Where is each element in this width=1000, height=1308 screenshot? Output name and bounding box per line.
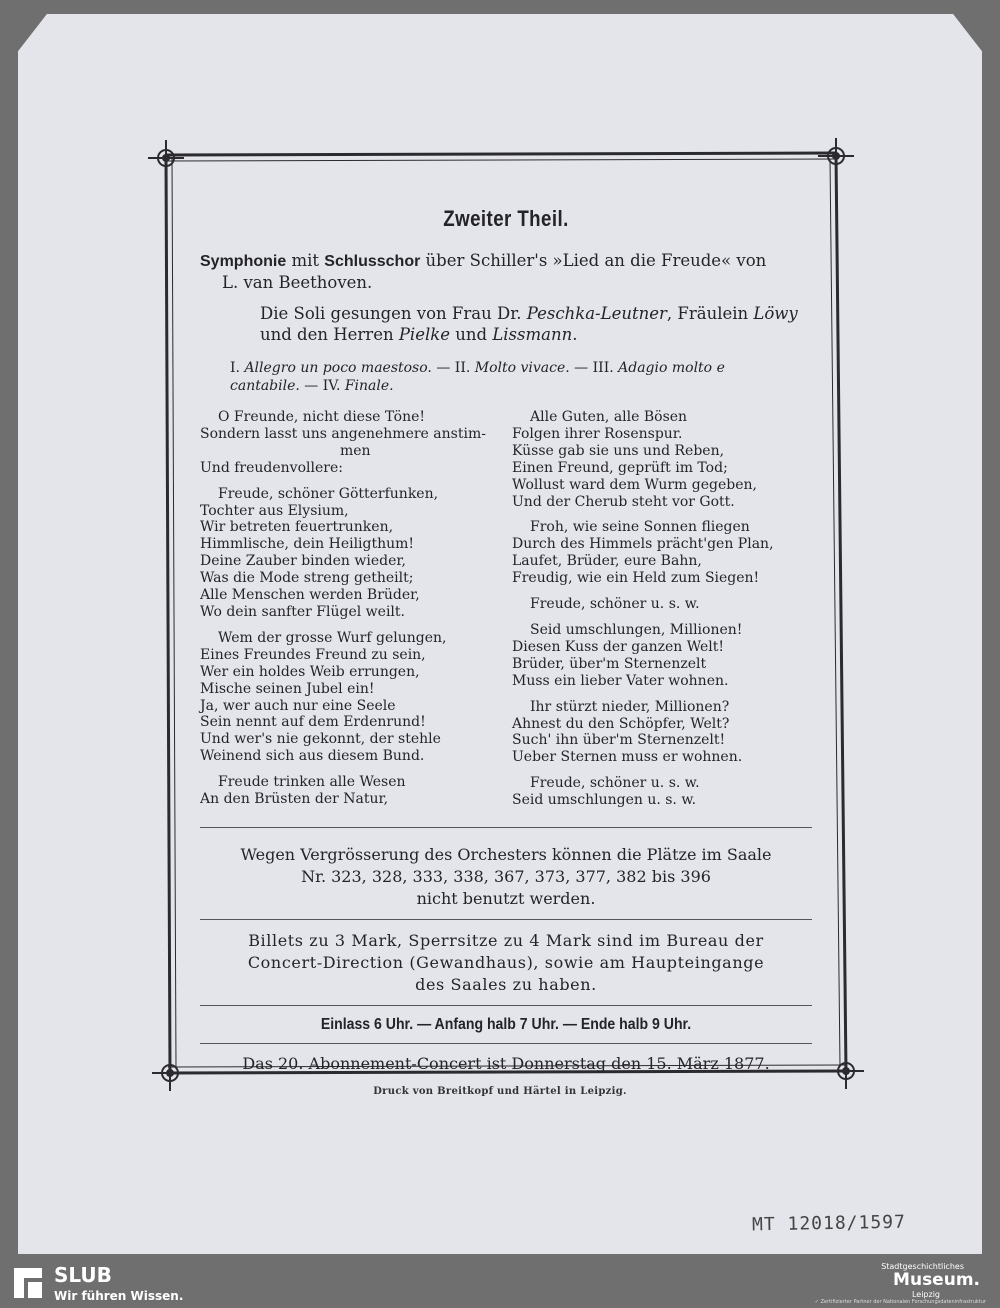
poem-line: Sondern lasst uns angenehmere anstim-	[200, 425, 486, 442]
corner-ornament-tl	[148, 140, 184, 176]
poem-line: Deine Zauber binden wieder,	[200, 553, 406, 570]
poem-line: Ahnest du den Schöpfer, Welt?	[512, 715, 730, 732]
poem-line: Eines Freundes Freund zu sein,	[200, 646, 426, 663]
printer-imprint: Druck von Breitkopf und Härtel in Leipzig.	[373, 1086, 627, 1097]
poem-text	[200, 409, 812, 818]
notice-line: Wegen Vergrösserung des Orchesters können die Plätze im Saale	[240, 845, 772, 865]
divider	[200, 1043, 812, 1044]
poem-line: Wer ein holdes Weib errungen,	[200, 663, 420, 680]
museum-city: Leipzig	[911, 1290, 940, 1299]
orchestra-notice	[200, 844, 812, 910]
poem-line: Tochter aus Elysium,	[200, 502, 349, 519]
ticket-notice	[200, 930, 812, 996]
notice-line: nicht benutzt werden.	[416, 889, 596, 909]
poem-line: Sein nennt auf dem Erdenrund!	[200, 714, 426, 731]
poem-line: Freude, schöner Götterfunken,	[218, 485, 439, 502]
poem-line: Durch des Himmels prächt'gen Plan,	[512, 536, 774, 553]
next-concert-line: Das 20. Abonnement-Concert ist Donnerstag den 15. März 1877.	[242, 1054, 770, 1074]
poem-line: Ja, wer auch nur eine Seele	[200, 697, 396, 714]
corner-ornament-tr	[818, 138, 854, 174]
poem-line: Brüder, über'm Sternenzelt	[512, 655, 707, 672]
poem-line: Einen Freund, geprüft im Tod;	[512, 459, 728, 476]
soloists-line: Die Soli gesungen von Frau Dr. Peschka-Leutner, Fräulein Löwy und den Herren Pielke und Lissmann.	[260, 304, 798, 344]
poem-line: Himmlische, dein Heiligthum!	[200, 536, 415, 553]
poem-line: Was die Mode streng getheilt;	[200, 570, 414, 587]
poem-line: Froh, wie seine Sonnen fliegen	[530, 519, 750, 536]
poem-line: Freudig, wie ein Held zum Siegen!	[512, 570, 760, 587]
poem-stanza	[512, 596, 812, 613]
poem-stanza	[200, 630, 512, 765]
slub-logo-icon	[10, 1264, 46, 1302]
poem-stanza	[200, 409, 512, 477]
poem-line: Alle Guten, alle Bösen	[530, 409, 688, 425]
poem-line: Freude, schöner u. s. w.	[530, 775, 700, 792]
poem-line: Alle Menschen werden Brüder,	[200, 587, 420, 604]
poem-column-left	[200, 409, 512, 818]
poem-line: Freude, schöner u. s. w.	[530, 596, 700, 613]
shelfmark-handwritten: MT 12018/1597	[751, 1211, 907, 1236]
poem-line: men	[340, 442, 371, 459]
notice-line: des Saales zu haben.	[415, 975, 597, 995]
poem-line: Wir betreten feuertrunken,	[200, 519, 394, 536]
movements-list: I. Allegro un poco maestoso. — II. Molto vivace. — III. Adagio molto e cantabile. — IV. Finale.	[230, 360, 725, 394]
program-content	[200, 200, 812, 1073]
poem-line: Laufet, Brüder, eure Bahn,	[512, 553, 702, 570]
poem-column-right	[512, 409, 812, 818]
corner-ornament-br	[828, 1053, 864, 1089]
poem-line: Weinend sich aus diesem Bund.	[200, 748, 425, 765]
times-line: Einlass 6 Uhr. — Anfang halb 7 Uhr. — Ende halb 9 Uhr.	[320, 1016, 692, 1034]
poem-line: Und freudenvollere:	[200, 459, 343, 476]
poem-line: Ueber Sternen muss er wohnen.	[512, 749, 743, 766]
library-tagline: Wir führen Wissen.	[54, 1289, 184, 1303]
poem-line: Und wer's nie gekonnt, der stehle	[200, 731, 441, 748]
poem-line: Folgen ihrer Rosenspur.	[512, 425, 683, 442]
poem-stanza	[512, 699, 812, 767]
poem-line: Seid umschlungen, Millionen!	[530, 621, 743, 638]
poem-line: Muss ein lieber Vater wohnen.	[512, 672, 729, 689]
notice-line: Billets zu 3 Mark, Sperrsitze zu 4 Mark sind im Bureau der	[248, 931, 764, 951]
poem-line: O Freunde, nicht diese Töne!	[218, 409, 426, 425]
divider	[200, 919, 812, 920]
poem-line: Mische seinen Jubel ein!	[200, 680, 375, 697]
poem-stanza	[512, 519, 812, 587]
poem-line: Diesen Kuss der ganzen Welt!	[512, 638, 725, 655]
part-title: Zweiter Theil.	[443, 206, 569, 231]
divider	[200, 1005, 812, 1006]
notice-line: Nr. 323, 328, 333, 338, 367, 373, 377, 382 bis 396	[301, 867, 711, 887]
footer-bar	[0, 1258, 1000, 1308]
poem-line: Such' ihn über'm Sternenzelt!	[512, 732, 726, 749]
symphony-line: Symphonie mit Schlusschor über Schiller's »Lied an die Freude« von L. van Beethoven.	[200, 251, 767, 292]
museum-prefix: Stadtgeschichtliches	[881, 1262, 964, 1271]
divider	[200, 827, 812, 828]
poem-stanza	[512, 775, 812, 809]
notice-line: Concert-Direction (Gewandhaus), sowie am Haupteingange	[247, 953, 765, 973]
poem-line: Freude trinken alle Wesen	[218, 774, 406, 791]
poem-line: An den Brüsten der Natur,	[200, 791, 389, 808]
poem-line: Seid umschlungen u. s. w.	[512, 792, 697, 809]
poem-stanza	[200, 486, 512, 621]
library-name: SLUB	[54, 1263, 112, 1287]
museum-name: Museum.	[893, 1270, 980, 1290]
poem-line: Küsse gab sie uns und Reben,	[512, 442, 725, 459]
poem-stanza	[512, 409, 812, 510]
poem-stanza	[200, 774, 512, 808]
museum-certificate: ✓ Zertifizierter Partner der Nationalen Forschungsdateninfrastruktur	[814, 1299, 986, 1305]
poem-line: Wo dein sanfter Flügel weilt.	[200, 603, 405, 620]
poem-line: Und der Cherub steht vor Gott.	[512, 493, 735, 510]
poem-line: Wollust ward dem Wurm gegeben,	[512, 476, 757, 493]
poem-stanza	[512, 622, 812, 690]
poem-line: Wem der grosse Wurf gelungen,	[218, 629, 447, 646]
poem-line: Ihr stürzt nieder, Millionen?	[530, 698, 730, 715]
